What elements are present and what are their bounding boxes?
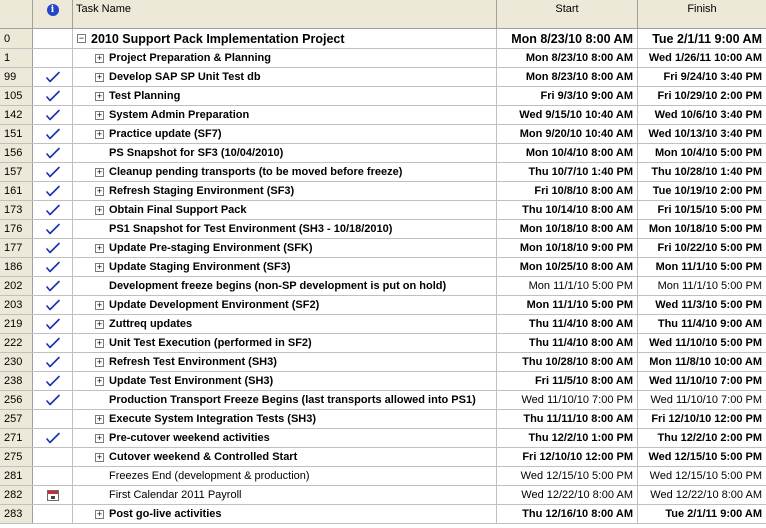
task-name-label: PS Snapshot for SF3 (10/04/2010) — [109, 147, 284, 159]
indicator-cell — [33, 410, 73, 428]
task-name-cell[interactable] — [73, 353, 497, 371]
expand-icon[interactable]: + — [96, 318, 103, 329]
task-id-cell[interactable]: 281 — [0, 467, 33, 485]
task-row[interactable] — [0, 467, 766, 486]
finish-date-cell[interactable]: Mon 11/8/10 10:00 AM — [649, 356, 762, 368]
indicators-column-header[interactable] — [33, 0, 73, 29]
start-date-cell[interactable]: Thu 10/28/10 8:00 AM — [497, 353, 638, 371]
finish-date-cell[interactable]: Mon 11/1/10 5:00 PM — [657, 280, 762, 292]
finish-date-cell[interactable]: Tue 2/1/11 9:00 AM — [652, 31, 762, 46]
finish-date-cell[interactable]: Thu 10/28/10 1:40 PM — [651, 166, 762, 178]
indicator-cell — [33, 125, 73, 143]
task-row[interactable] — [0, 87, 766, 106]
start-date-cell[interactable]: Thu 11/4/10 8:00 AM — [497, 334, 638, 352]
checkmark-icon — [46, 166, 60, 179]
task-name-label: Production Transport Freeze Begins (last transports allowed into PS1) — [109, 394, 476, 406]
checkmark-icon — [46, 432, 60, 445]
task-row[interactable] — [0, 201, 766, 220]
task-row[interactable] — [0, 296, 766, 315]
start-date-cell[interactable]: Wed 12/15/10 5:00 PM — [497, 467, 638, 485]
task-name-label: Develop SAP SP Unit Test db — [109, 71, 261, 83]
expand-icon[interactable]: + — [96, 128, 103, 139]
start-date-cell[interactable]: Thu 10/7/10 1:40 PM — [497, 163, 638, 181]
start-date-cell[interactable]: Fri 10/8/10 8:00 AM — [497, 182, 638, 200]
checkmark-icon — [46, 375, 60, 388]
start-date-cell[interactable]: Mon 10/18/10 8:00 AM — [497, 220, 638, 238]
task-name-cell[interactable] — [73, 410, 497, 428]
task-name-cell[interactable] — [73, 486, 497, 504]
start-date-cell[interactable]: Thu 11/11/10 8:00 AM — [497, 410, 638, 428]
finish-date-cell[interactable]: Fri 12/10/10 12:00 PM — [651, 413, 762, 425]
task-name-label: Cutover weekend & Controlled Start — [109, 451, 298, 463]
task-name-label: Execute System Integration Tests (SH3) — [109, 413, 317, 425]
finish-column-header[interactable]: Finish — [687, 3, 717, 15]
start-date-cell[interactable]: Fri 11/5/10 8:00 AM — [497, 372, 638, 390]
finish-date-cell[interactable]: Wed 12/22/10 8:00 AM — [650, 489, 762, 501]
task-name-cell[interactable] — [73, 106, 497, 124]
checkmark-icon — [46, 280, 60, 293]
indicator-cell — [33, 239, 73, 257]
task-name-cell[interactable] — [73, 448, 497, 466]
task-row[interactable] — [0, 334, 766, 353]
task-name-cell[interactable] — [73, 68, 497, 86]
indicator-cell — [33, 29, 73, 48]
checkmark-icon — [46, 356, 60, 369]
task-id-cell[interactable]: 176 — [0, 220, 33, 238]
start-date-cell[interactable]: Wed 11/10/10 7:00 PM — [497, 391, 638, 409]
task-row[interactable] — [0, 258, 766, 277]
expand-icon[interactable]: + — [96, 432, 103, 443]
task-name-cell[interactable] — [73, 125, 497, 143]
checkmark-icon — [46, 394, 60, 407]
task-name-label: Zuttreq updates — [109, 318, 193, 330]
finish-date-cell[interactable]: Wed 1/26/11 10:00 AM — [648, 52, 762, 64]
checkmark-icon — [46, 128, 60, 141]
finish-date-cell[interactable]: Wed 10/13/10 3:40 PM — [648, 128, 762, 140]
indicator-cell — [33, 144, 73, 162]
indicator-cell — [33, 372, 73, 390]
start-date-cell[interactable]: Mon 8/23/10 8:00 AM — [497, 29, 638, 48]
task-name-cell[interactable] — [73, 429, 497, 447]
task-id-cell[interactable]: 177 — [0, 239, 33, 257]
finish-date-cell[interactable]: Fri 10/22/10 5:00 PM — [657, 242, 762, 254]
start-date-cell[interactable]: Thu 12/16/10 8:00 AM — [497, 505, 638, 523]
start-date-cell[interactable]: Mon 10/18/10 9:00 PM — [497, 239, 638, 257]
task-name-label: Practice update (SF7) — [109, 128, 222, 140]
task-name-cell[interactable] — [73, 391, 497, 409]
start-date-cell[interactable]: Thu 11/4/10 8:00 AM — [497, 315, 638, 333]
checkmark-icon — [46, 204, 60, 217]
start-column-header[interactable]: Start — [497, 0, 638, 29]
calendar-constraint-icon — [47, 490, 59, 501]
indicator-cell — [33, 68, 73, 86]
task-id-cell[interactable]: 157 — [0, 163, 33, 181]
indicator-cell — [33, 220, 73, 238]
finish-date-cell[interactable]: Mon 11/1/10 5:00 PM — [655, 261, 762, 273]
indicator-cell — [33, 315, 73, 333]
indicator-cell — [33, 334, 73, 352]
task-row[interactable] — [0, 372, 766, 391]
indicator-cell — [33, 182, 73, 200]
checkmark-icon — [46, 337, 60, 350]
start-date-cell[interactable]: Mon 10/25/10 8:00 AM — [497, 258, 638, 276]
checkmark-icon — [46, 147, 60, 160]
task-name-label: PS1 Snapshot for Test Environment (SH3 - 10/18/2010) — [109, 223, 393, 235]
task-name-label: Obtain Final Support Pack — [109, 204, 247, 216]
start-date-cell[interactable]: Thu 12/2/10 1:00 PM — [497, 429, 638, 447]
task-name-label: Refresh Staging Environment (SF3) — [109, 185, 295, 197]
checkmark-icon — [46, 242, 60, 255]
task-name-cell[interactable] — [73, 467, 497, 485]
task-name-cell[interactable] — [73, 87, 497, 105]
task-id-cell[interactable]: 238 — [0, 372, 33, 390]
expand-icon[interactable]: + — [96, 166, 103, 177]
task-id-cell[interactable]: 271 — [0, 429, 33, 447]
start-date-cell[interactable]: Mon 11/1/10 5:00 PM — [497, 277, 638, 295]
task-name-cell[interactable] — [73, 258, 497, 276]
task-id-cell[interactable]: 99 — [0, 68, 33, 86]
task-name-label: Project Preparation & Planning — [109, 52, 271, 64]
finish-date-cell[interactable]: Thu 11/4/10 9:00 AM — [657, 318, 762, 330]
task-row[interactable] — [0, 277, 766, 296]
start-date-cell[interactable]: Fri 9/3/10 9:00 AM — [497, 87, 638, 105]
task-row[interactable] — [0, 144, 766, 163]
task-id-cell[interactable]: 173 — [0, 201, 33, 219]
task-id-cell[interactable]: 219 — [0, 315, 33, 333]
finish-date-cell[interactable]: Wed 11/10/10 7:00 PM — [649, 375, 762, 387]
collapse-icon[interactable]: − — [78, 33, 85, 43]
finish-date-cell[interactable]: Wed 11/10/10 7:00 PM — [650, 394, 762, 406]
task-name-label: Pre-cutover weekend activities — [109, 432, 270, 444]
indicator-cell — [33, 467, 73, 485]
indicator-cell — [33, 201, 73, 219]
task-name-cell[interactable] — [73, 239, 497, 257]
task-row[interactable] — [0, 505, 766, 524]
indicator-cell — [33, 163, 73, 181]
task-row[interactable] — [0, 163, 766, 182]
task-name-label: Post go-live activities — [109, 508, 222, 520]
task-row[interactable] — [0, 315, 766, 334]
indicator-cell — [33, 106, 73, 124]
task-row[interactable] — [0, 448, 766, 467]
task-name-cell[interactable] — [73, 296, 497, 314]
indicator-cell — [33, 87, 73, 105]
task-id-cell[interactable]: 156 — [0, 144, 33, 162]
task-name-cell[interactable] — [73, 315, 497, 333]
expand-icon[interactable]: + — [96, 109, 103, 120]
start-date-cell[interactable]: Mon 8/23/10 8:00 AM — [497, 49, 638, 67]
expand-icon[interactable]: + — [96, 356, 103, 367]
task-name-cell[interactable] — [73, 334, 497, 352]
task-row[interactable] — [0, 239, 766, 258]
start-date-cell[interactable]: Mon 8/23/10 8:00 AM — [497, 68, 638, 86]
expand-icon[interactable]: + — [96, 71, 103, 82]
indicator-cell — [33, 277, 73, 295]
start-date-cell[interactable]: Mon 9/20/10 10:40 AM — [497, 125, 638, 143]
task-name-label: Freezes End (development & production) — [109, 470, 310, 482]
expand-icon[interactable]: + — [96, 52, 103, 63]
task-name-cell[interactable] — [73, 505, 497, 523]
finish-date-cell[interactable]: Mon 10/4/10 5:00 PM — [655, 147, 762, 159]
task-name-label: Refresh Test Environment (SH3) — [109, 356, 277, 368]
task-name-cell[interactable] — [73, 220, 497, 238]
start-date-cell[interactable]: Fri 12/10/10 12:00 PM — [497, 448, 638, 466]
task-id-cell[interactable]: 151 — [0, 125, 33, 143]
task-name-label: System Admin Preparation — [109, 109, 250, 121]
task-id-cell[interactable]: 186 — [0, 258, 33, 276]
task-row[interactable] — [0, 68, 766, 87]
finish-date-cell[interactable]: Thu 12/2/10 2:00 PM — [657, 432, 762, 444]
start-date-cell[interactable]: Wed 9/15/10 10:40 AM — [497, 106, 638, 124]
task-name-cell[interactable] — [73, 29, 497, 48]
task-name-column-header[interactable]: Task Name — [73, 0, 497, 29]
task-row[interactable] — [0, 486, 766, 505]
start-date-cell[interactable]: Thu 10/14/10 8:00 AM — [497, 201, 638, 219]
indicator-cell — [33, 486, 73, 504]
task-id-cell[interactable]: 256 — [0, 391, 33, 409]
column-header-row — [0, 0, 766, 29]
finish-date-cell[interactable]: Wed 10/6/10 3:40 PM — [654, 109, 762, 121]
task-id-cell[interactable]: 282 — [0, 486, 33, 504]
task-id-cell[interactable]: 0 — [0, 29, 33, 48]
task-id-cell[interactable]: 203 — [0, 296, 33, 314]
task-name-cell[interactable] — [73, 201, 497, 219]
finish-date-cell[interactable]: Fri 9/24/10 3:40 PM — [663, 71, 762, 83]
expand-icon[interactable]: + — [96, 261, 103, 272]
task-row[interactable] — [0, 29, 766, 49]
finish-date-cell[interactable]: Tue 10/19/10 2:00 PM — [652, 185, 762, 197]
checkmark-icon — [46, 71, 60, 84]
info-icon: i — [47, 4, 59, 16]
task-name-label: Development freeze begins (non-SP development is put on hold) — [109, 280, 447, 292]
task-id-cell[interactable]: 142 — [0, 106, 33, 124]
task-name-label: 2010 Support Pack Implementation Project — [91, 31, 345, 46]
indicator-cell — [33, 49, 73, 67]
checkmark-icon — [46, 90, 60, 103]
finish-date-cell[interactable]: Fri 10/29/10 2:00 PM — [657, 90, 762, 102]
checkmark-icon — [46, 299, 60, 312]
indicator-cell — [33, 505, 73, 523]
expand-icon[interactable]: + — [96, 508, 103, 519]
checkmark-icon — [46, 261, 60, 274]
indicator-cell — [33, 429, 73, 447]
indicator-cell — [33, 258, 73, 276]
start-date-cell[interactable]: Mon 10/4/10 8:00 AM — [497, 144, 638, 162]
finish-date-cell[interactable]: Wed 11/3/10 5:00 PM — [655, 299, 762, 311]
checkmark-icon — [46, 223, 60, 236]
task-name-label: Unit Test Execution (performed in SF2) — [109, 337, 312, 349]
task-id-cell[interactable]: 230 — [0, 353, 33, 371]
task-row[interactable] — [0, 429, 766, 448]
checkmark-icon — [46, 318, 60, 331]
task-id-cell[interactable]: 161 — [0, 182, 33, 200]
expand-icon[interactable]: + — [96, 90, 103, 101]
task-id-cell[interactable]: 105 — [0, 87, 33, 105]
checkmark-icon — [46, 109, 60, 122]
task-row[interactable] — [0, 353, 766, 372]
expand-icon[interactable]: + — [96, 204, 103, 215]
task-name-label: Update Staging Environment (SF3) — [109, 261, 291, 273]
finish-date-cell[interactable]: Tue 2/1/11 9:00 AM — [665, 508, 762, 520]
expand-icon[interactable]: + — [96, 242, 103, 253]
task-name-label: Update Development Environment (SF2) — [109, 299, 320, 311]
checkmark-icon — [46, 185, 60, 198]
task-row[interactable] — [0, 106, 766, 125]
task-row[interactable] — [0, 182, 766, 201]
task-id-cell[interactable]: 202 — [0, 277, 33, 295]
task-row[interactable] — [0, 220, 766, 239]
expand-icon[interactable]: + — [96, 413, 103, 424]
finish-date-cell[interactable]: Wed 11/10/10 5:00 PM — [649, 337, 762, 349]
task-name-label: Update Pre-staging Environment (SFK) — [109, 242, 313, 254]
finish-date-cell[interactable]: Wed 12/15/10 5:00 PM — [648, 451, 762, 463]
task-name-cell[interactable] — [73, 163, 497, 181]
indicator-cell — [33, 391, 73, 409]
indicator-cell — [33, 296, 73, 314]
expand-icon[interactable]: + — [96, 299, 103, 310]
task-name-cell[interactable] — [73, 372, 497, 390]
expand-icon[interactable]: + — [96, 337, 103, 348]
task-rows — [0, 29, 766, 524]
task-id-cell[interactable]: 283 — [0, 505, 33, 523]
task-row[interactable] — [0, 49, 766, 68]
start-date-cell[interactable]: Wed 12/22/10 8:00 AM — [497, 486, 638, 504]
task-id-cell[interactable]: 1 — [0, 49, 33, 67]
expand-icon[interactable]: + — [96, 451, 103, 462]
expand-icon[interactable]: + — [96, 375, 103, 386]
task-name-cell[interactable] — [73, 144, 497, 162]
start-date-cell[interactable]: Mon 11/1/10 5:00 PM — [497, 296, 638, 314]
task-id-cell[interactable]: 275 — [0, 448, 33, 466]
task-row[interactable] — [0, 125, 766, 144]
finish-date-cell[interactable]: Wed 12/15/10 5:00 PM — [649, 470, 762, 482]
task-row[interactable] — [0, 391, 766, 410]
indicator-cell — [33, 448, 73, 466]
indicator-cell — [33, 353, 73, 371]
task-id-cell[interactable]: 257 — [0, 410, 33, 428]
task-name-label: Cleanup pending transports (to be moved before freeze) — [109, 166, 403, 178]
task-id-cell[interactable]: 222 — [0, 334, 33, 352]
task-name-cell[interactable] — [73, 182, 497, 200]
task-name-label: First Calendar 2011 Payroll — [109, 489, 242, 501]
id-column-header[interactable] — [0, 0, 33, 29]
expand-icon[interactable]: + — [96, 185, 103, 196]
task-name-cell[interactable] — [73, 49, 497, 67]
task-name-cell[interactable] — [73, 277, 497, 295]
finish-date-cell[interactable]: Mon 10/18/10 5:00 PM — [648, 223, 762, 235]
finish-date-cell[interactable]: Fri 10/15/10 5:00 PM — [657, 204, 762, 216]
task-name-label: Test Planning — [109, 90, 181, 102]
task-row[interactable] — [0, 410, 766, 429]
task-name-label: Update Test Environment (SH3) — [109, 375, 274, 387]
